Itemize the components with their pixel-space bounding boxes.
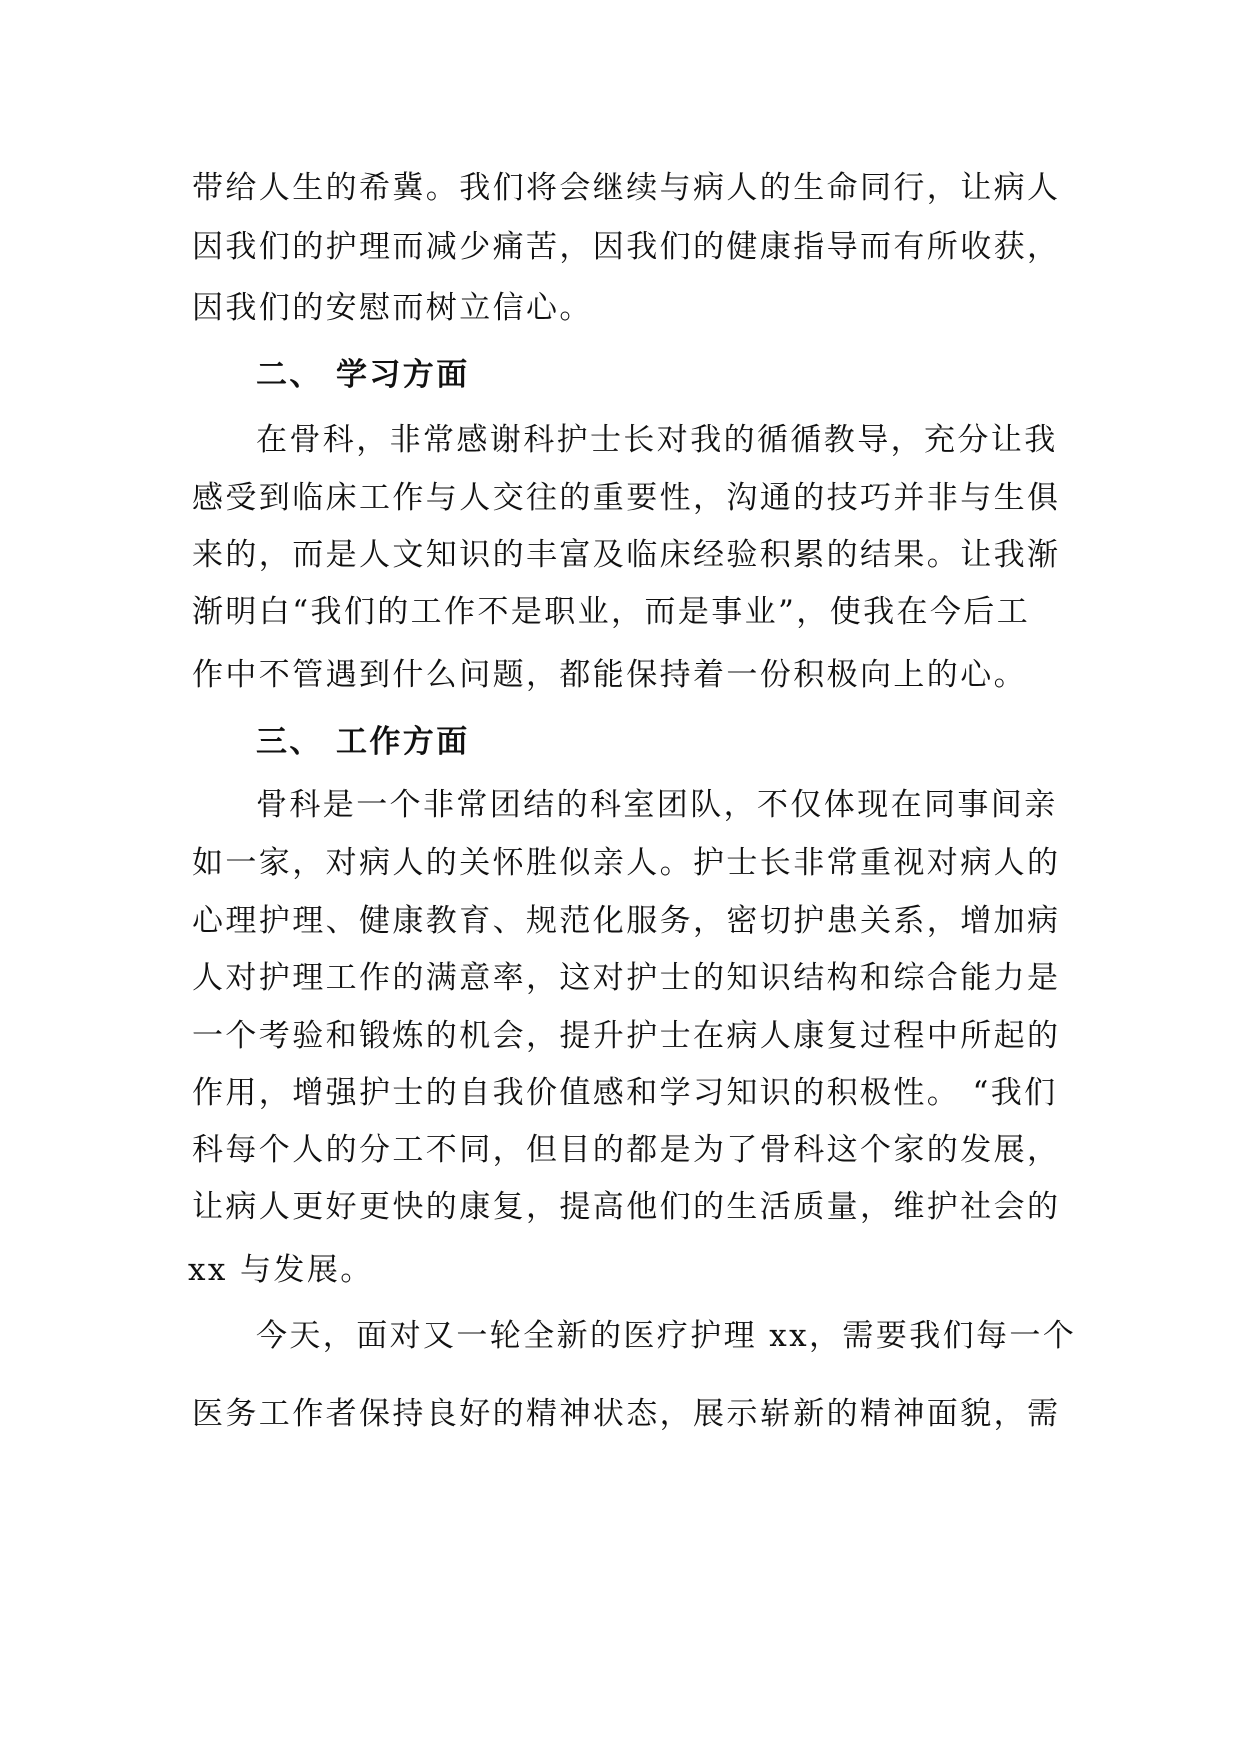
text-line: 因我们的安慰而树立信心。 [192,290,593,326]
text-line: xx 与发展。 [188,1252,374,1288]
text-line: 骨科是一个非常团结的科室团队，不仅体现在同事间亲 [256,787,1058,823]
text-line: 来的，而是人文知识的丰富及临床经验积累的结果。让我渐 [192,537,1061,573]
text-line: 今天，面对又一轮全新的医疗护理 xx，需要我们每一个 [256,1318,1077,1354]
text-line: 因我们的护理而减少痛苦，因我们的健康指导而有所收获， [192,229,1061,265]
section-heading-work: 三、 工作方面 [256,724,470,760]
text-line: 科每个人的分工不同，但目的都是为了骨科这个家的发展， [192,1132,1061,1168]
text-line: 一个考验和锻炼的机会，提升护士在病人康复过程中所起的 [192,1018,1061,1054]
text-line: 人对护理工作的满意率，这对护士的知识结构和综合能力是 [192,960,1061,996]
text-line: 医务工作者保持良好的精神状态，展示崭新的精神面貌，需 [192,1396,1061,1432]
section-heading-study: 二、 学习方面 [256,357,470,393]
text-line: 感受到临床工作与人交往的重要性，沟通的技巧并非与生俱 [192,480,1061,516]
text-line: 带给人生的希冀。我们将会继续与病人的生命同行，让病人 [192,170,1061,206]
text-line: 心理护理、健康教育、规范化服务，密切护患关系，增加病 [192,903,1061,939]
text-line: 让病人更好更快的康复，提高他们的生活质量，维护社会的 [192,1189,1061,1225]
text-line: 渐明白“我们的工作不是职业，而是事业”，使我在今后工 [192,594,1031,630]
text-line: 在骨科，非常感谢科护士长对我的循循教导，充分让我 [256,422,1058,458]
text-line: 作用，增强护士的自我价值感和学习知识的积极性。 “我们 [192,1075,1058,1111]
text-line: 如一家，对病人的关怀胜似亲人。护士长非常重视对病人的 [192,845,1061,881]
text-line: 作中不管遇到什么问题，都能保持着一份积极向上的心。 [192,657,1027,693]
